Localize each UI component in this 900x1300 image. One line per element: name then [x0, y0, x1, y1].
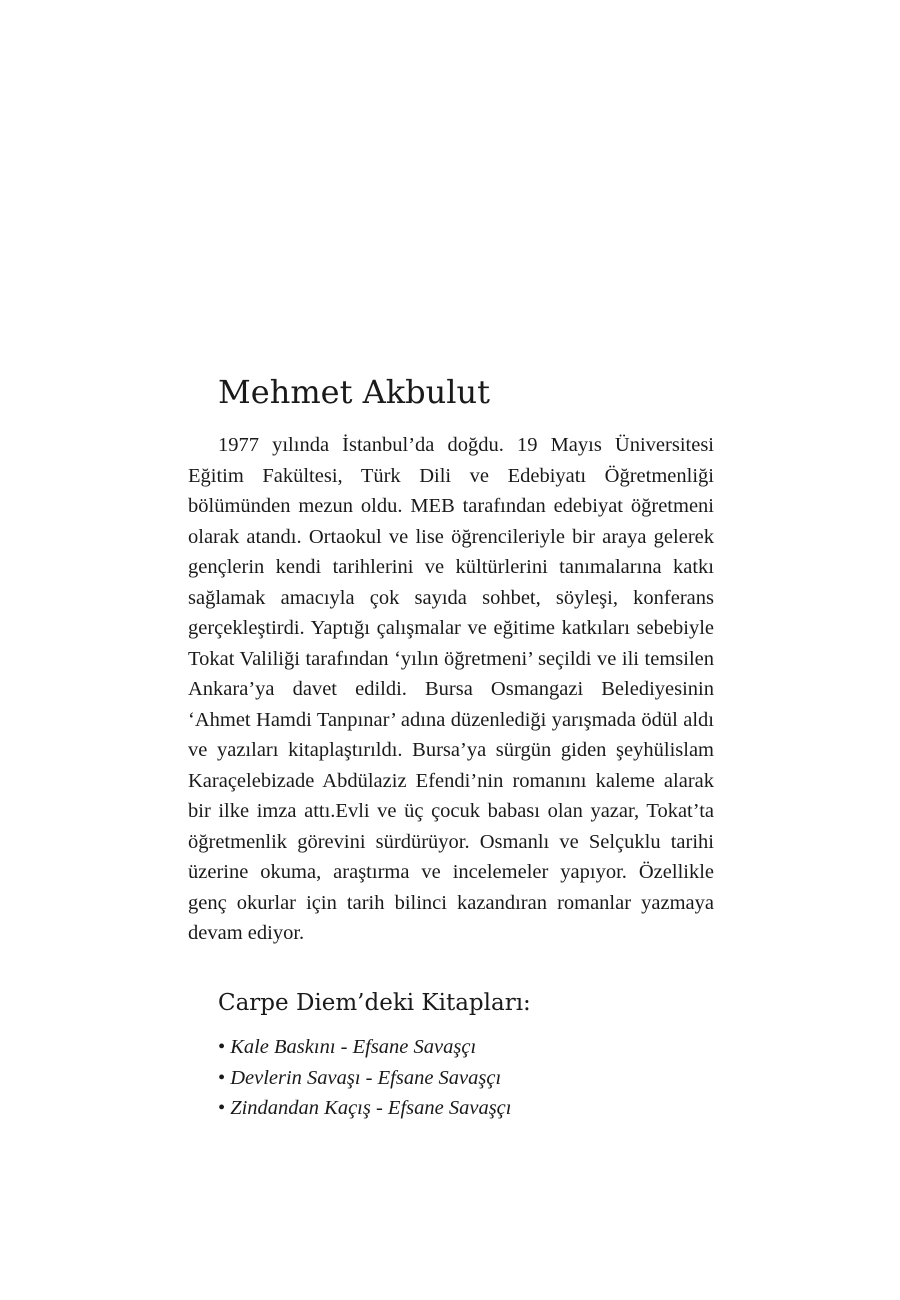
bullet-icon: •: [218, 1097, 226, 1119]
book-list: [218, 1032, 511, 1124]
author-name: Mehmet Akbulut: [218, 373, 490, 411]
bullet-icon: •: [218, 1066, 226, 1089]
book-list-item: [218, 1032, 511, 1063]
book-list-item: [218, 1063, 511, 1094]
author-biography: 1977 yılında İstanbul’da doğdu. 19 Mayıs Üniversitesi Eğitim Fakültesi, Türk Dili ve Edebiyatı Öğretmenliği bölümünden mezun oldu. MEB tarafından edebiyat öğretmeni olarak atandı. Ortaokul ve lise öğrencileriyle bir araya gelerek gençlerin kendi tarihlerini ve kültürlerini tanımalarına katkı sağlamak amacıyla çok sayıda sohbet, söyleşi, konferans gerçekleştirdi. Yaptığı çalışmalar ve eğitime katkıları sebebiyle Tokat Valiliği tarafından ‘yılın öğretmeni’ seçildi ve ili temsilen Ankara’ya davet edildi. Bursa Osmangazi Belediyesinin ‘Ahmet Hamdi Tanpınar’ adına düzenlediği yarışmada ödül aldı ve yazıları kitaplaştırıldı. Bursa’ya sürgün giden şeyhülislam Karaçelebizade Abdülaziz Efendi’nin romanını kaleme alarak bir ilke imza attı.Evli ve üç çocuk babası olan yazar, Tokat’ta öğretmenlik görevini sürdürüyor. Osmanlı ve Selçuklu tarihi üzerine okuma, araştırma ve incelemeler yapıyor. Özellikle genç okurlar için tarih bilinci kazandıran romanlar yazmaya devam ediyor.: [188, 434, 714, 944]
bullet-icon: •: [218, 1036, 226, 1058]
book-title: Zindandan Kaçış - Efsane Savaşçı: [230, 1097, 512, 1119]
book-list-item: [218, 1093, 511, 1124]
books-heading: Carpe Diem’deki Kitapları:: [218, 990, 531, 1016]
book-title: Kale Baskını - Efsane Savaşçı: [230, 1036, 477, 1058]
book-title: Devlerin Savaşı - Efsane Savaşçı: [230, 1066, 502, 1089]
